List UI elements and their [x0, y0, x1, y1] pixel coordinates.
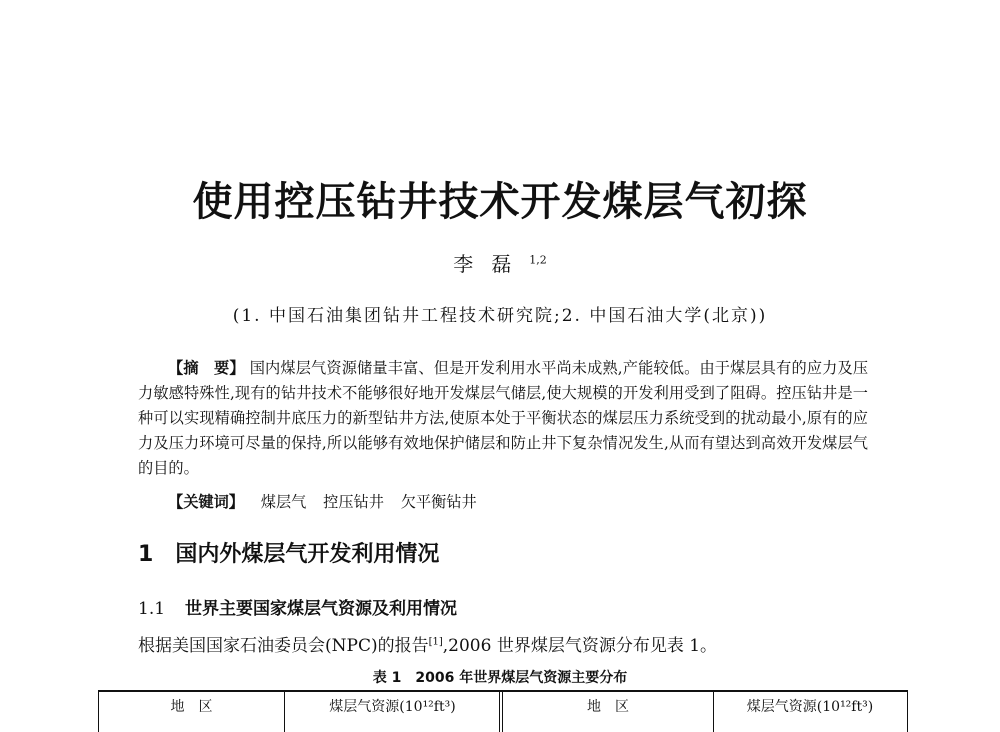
abstract-text: 国内煤层气资源储量丰富、但是开发利用水平尚未成熟,产能较低。由于煤层具有的应力及压力敏感特殊性,现有的钻井技术不能够很好地开发煤层气储层,使大规模的开发利用受到了阻碍。控压钻井是一种可以实现精确控制井底压力的新型钻井方法,使原本处于平衡状态的煤层压力系统受到的扰动最小,原有的应力及压力环境可尽量的保持,所以能够有效地保护储层和防止井下复杂情况发生,从而有望达到高效开发煤层气的目的。 [138, 359, 869, 477]
abstract [138, 356, 868, 481]
table-header-cell: 煤层气资源(10¹²ft³) [746, 699, 874, 715]
paper-title: 使用控压钻井技术开发煤层气初探 [192, 179, 808, 225]
keywords-label: 【关键词】 [168, 493, 244, 511]
keyword-item: 控压钻井 [323, 493, 384, 511]
paragraph-text-before: 根据美国国家石油委员会(NPC)的报告 [138, 636, 429, 656]
table-caption: 表 1 2006 年世界煤层气资源主要分布 [372, 670, 628, 686]
table-header-cell: 地 区 [587, 699, 629, 715]
subsection-number: 1.1 [138, 599, 166, 619]
author-line [0, 248, 1000, 277]
author-name: 李磊 [453, 252, 530, 276]
author-affiliation-marks: 1,2 [529, 253, 547, 267]
subsection-title: 世界主要国家煤层气资源及利用情况 [185, 599, 458, 619]
section-title: 国内外煤层气开发利用情况 [175, 542, 440, 567]
keyword-item: 煤层气 [260, 493, 307, 511]
keywords [168, 491, 477, 512]
resource-table [98, 690, 908, 732]
subsection-heading [138, 594, 457, 619]
paragraph-text-after: ,2006 世界煤层气资源分布见表 1。 [442, 636, 718, 656]
citation-ref: [1] [428, 636, 443, 648]
affiliation: (1. 中国石油集团钻井工程技术研究院;2. 中国石油大学(北京)) [232, 306, 768, 326]
table-header-cell: 煤层气资源(10¹²ft³) [329, 699, 456, 715]
body-paragraph [138, 631, 717, 656]
section-number: 1 [138, 542, 154, 567]
section-heading [138, 537, 439, 568]
table-header-cell: 地 区 [170, 699, 213, 715]
keyword-item: 欠平衡钻井 [400, 493, 477, 511]
abstract-label: 【摘 要】 [168, 359, 245, 377]
